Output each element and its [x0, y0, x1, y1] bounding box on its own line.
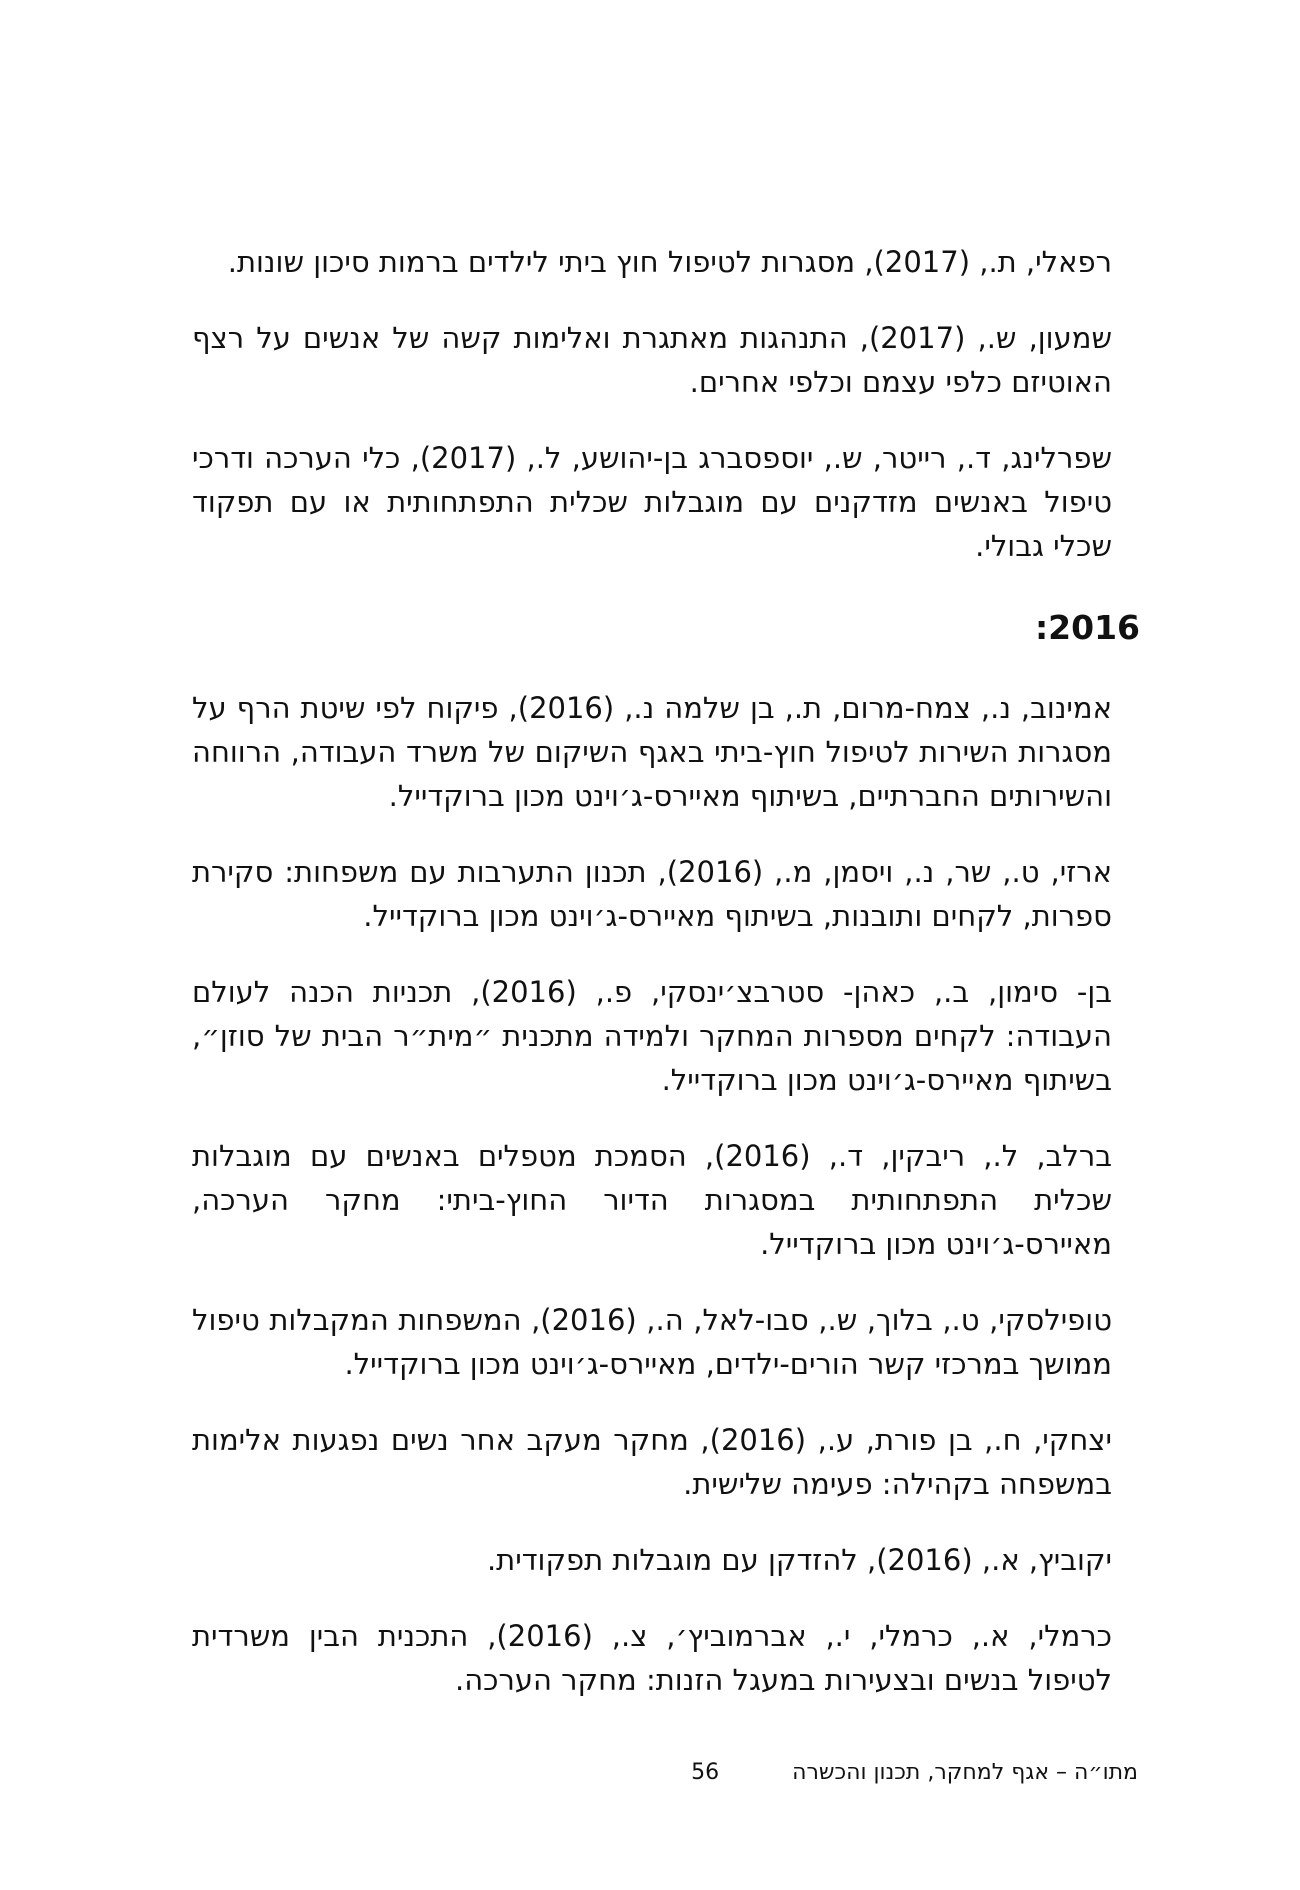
bibliography — [192, 240, 1140, 1734]
reference-entry: שמעון, ש., (2017), התנהגות מאתגרת ואלימות קשה של אנשים על רצף האוטיזם כלפי עצמם וכלפי אחרים. — [192, 321, 1112, 399]
page-number: 56 — [691, 1760, 720, 1785]
footer-title: מתו״ה – אגף למחקר, תכנון והכשרה — [792, 1760, 1138, 1785]
reference-entry: יצחקי, ח., בן פורת, ע., (2016), מחקר מעקב אחר נשים נפגעות אלימות במשפחה בקהילה: פעימה שלישית. — [192, 1423, 1112, 1501]
section-heading-2016: 2016: — [1034, 608, 1140, 647]
page-footer — [691, 1758, 1138, 1788]
reference-entry: אמינוב, נ., צמח-מרום, ת., בן שלמה נ., (2016), פיקוח לפי שיטת הרף על מסגרות השירות לטיפול חוץ-ביתי באגף השיקום של משרד העבודה, הרווחה והשירותים החברתיים, בשיתוף מאיירס-ג׳וינט מכון ברוקדייל. — [192, 691, 1113, 813]
reference-entry: יקוביץ, א., (2016), להזדקן עם מוגבלות תפקודית. — [486, 1543, 1112, 1577]
reference-entry: בן- סימון, ב., כאהן- סטרבצ׳ינסקי, פ., (2016), תכניות הכנה לעולם העבודה: לקחים מספרות המחקר ולמידה מתכנית ״מית״ר הבית של סוזן״, בשיתוף מאיירס-ג׳וינט מכון ברוקדייל. — [192, 975, 1112, 1097]
reference-entry: רפאלי, ת., (2017), מסגרות לטיפול חוץ ביתי לילדים ברמות סיכון שונות. — [227, 245, 1112, 279]
reference-entry: ברלב, ל., ריבקין, ד., (2016), הסמכת מטפלים באנשים עם מוגבלות שכלית התפתחותית במסגרות הדיור החוץ-ביתי: מחקר הערכה, מאיירס-ג׳וינט מכון ברוקדייל. — [192, 1139, 1112, 1261]
reference-entry: שפרלינג, ד., רייטר, ש., יוספסברג בן-יהושע, ל., (2017), כלי הערכה ודרכי טיפול באנשים מזדקנים עם מוגבלות שכלית התפתחותית או עם תפקוד שכלי גבולי. — [192, 441, 1112, 563]
reference-entry: טופילסקי, ט., בלוך, ש., סבו-לאל, ה., (2016), המשפחות המקבלות טיפול ממושך במרכזי קשר הורים-ילדים, מאיירס-ג׳וינט מכון ברוקדייל. — [192, 1303, 1112, 1381]
reference-entry: כרמלי, א., כרמלי, י., אברמוביץ׳, צ., (2016), התכנית הבין משרדית לטיפול בנשים ובצעירות במעגל הזנות: מחקר הערכה. — [192, 1619, 1113, 1697]
reference-entry: ארזי, ט., שר, נ., ויסמן, מ., (2016), תכנון התערבות עם משפחות: סקירת ספרות, לקחים ותובנות, בשיתוף מאיירס-ג׳וינט מכון ברוקדייל. — [192, 855, 1112, 933]
